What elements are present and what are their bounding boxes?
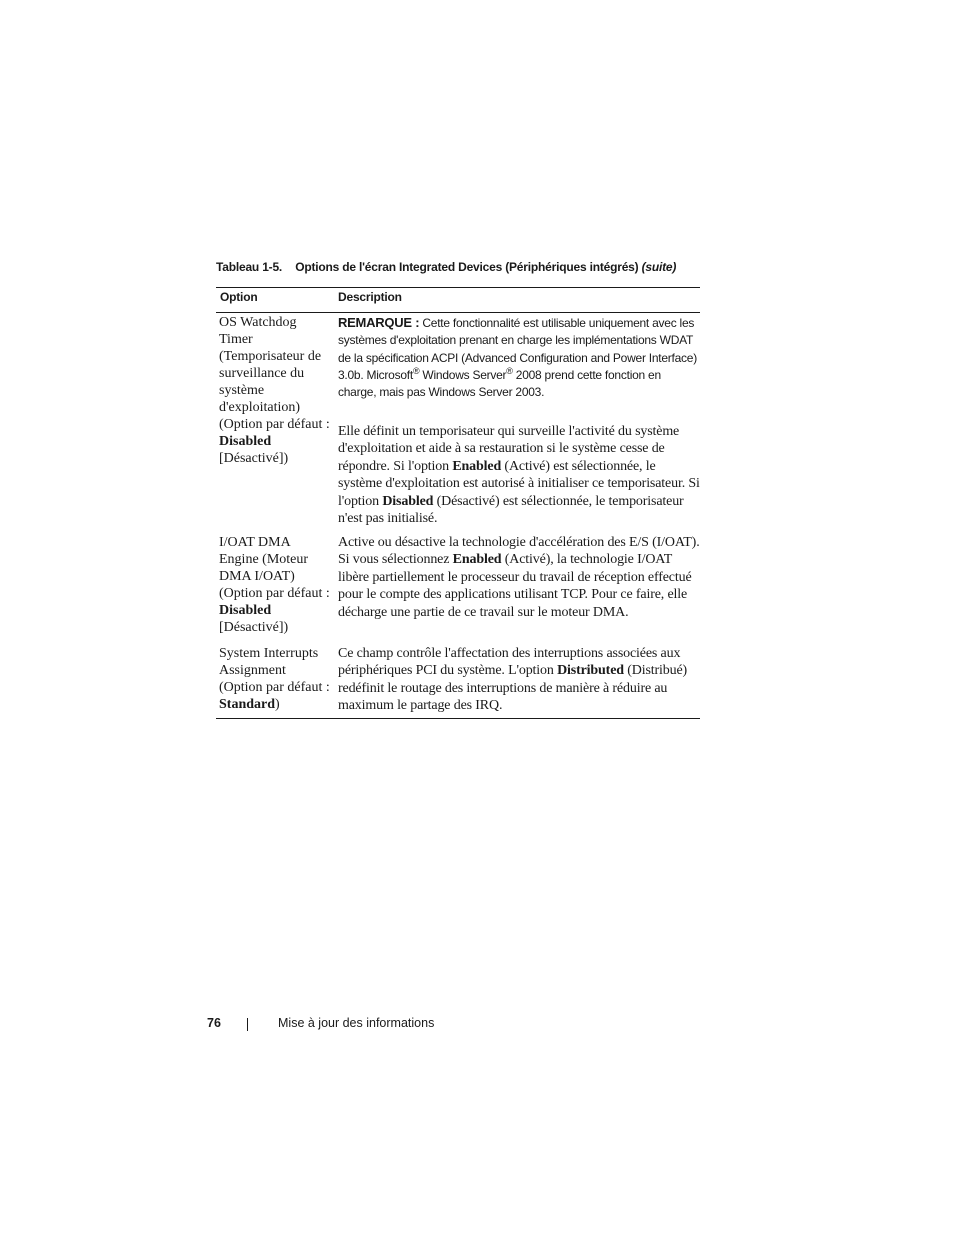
table-caption-title: Options de l'écran Integrated Devices (Périphériques intégrés) [295, 260, 639, 274]
table-bottom-rule [216, 718, 700, 719]
column-header-option: Option [220, 290, 258, 304]
table-caption-number: Tableau 1-5. [216, 260, 283, 274]
table-row-description-system-interrupts: Ce champ contrôle l'affectation des interruptions associées aux périphériques PCI du système. L'option Distributed (Distribué) redéfinit le routage des interruptions de manière à réduire au maximum le partage des IRQ. [338, 646, 688, 714]
page-number: 76 [207, 1016, 221, 1030]
table-caption-suite: (suite) [641, 260, 677, 274]
remarque-note: REMARQUE : Cette fonctionnalité est utilisable uniquement avec les systèmes d'exploitation prenant en charge les implémentations WDAT de la spécification ACPI (Advanced Configuration and Power Interface) 3.0b. Microsoft® Windows Server® 2008 prend cette fonction en charge, mais pas Windows Server 2003. [338, 315, 697, 400]
table-caption [216, 260, 706, 274]
column-header-description: Description [338, 290, 402, 304]
table-header-rule [216, 312, 700, 313]
table-row-option-os-watchdog: OS Watchdog Timer (Temporisateur de surveillance du système d'exploitation) (Option par défaut : Disabled [Désactivé]) [219, 315, 330, 466]
table-top-rule [216, 287, 700, 288]
footer-section-title: Mise à jour des informations [278, 1016, 435, 1030]
table-row-description-ioat-dma: Active ou désactive la technologie d'accélération des E/S (I/OAT). Si vous sélectionnez Enabled (Activé), la technologie I/OAT libère partiellement le processeur du travail de réception effectué pour le compte des applications utilisant TCP. Pour ce faire, elle décharge une partie de ce travail sur le moteur DMA. [338, 535, 700, 620]
table-row-option-system-interrupts: System Interrupts Assignment (Option par défaut : Standard) [219, 646, 330, 712]
table-row-option-ioat-dma: I/OAT DMA Engine (Moteur DMA I/OAT) (Option par défaut : Disabled [Désactivé]) [219, 535, 330, 635]
footer-separator [247, 1018, 248, 1031]
table-row-description-os-watchdog: Elle définit un temporisateur qui surveille l'activité du système d'exploitation et aide à sa restauration si le système cesse de répondre. Si l'option Enabled (Activé) est sélectionnée, le système d'exploitation est autorisé à initialiser ce temporisateur. Si l'option Disabled (Désactivé) est sélectionnée, le temporisateur n'est pas initialisé. [338, 424, 700, 527]
